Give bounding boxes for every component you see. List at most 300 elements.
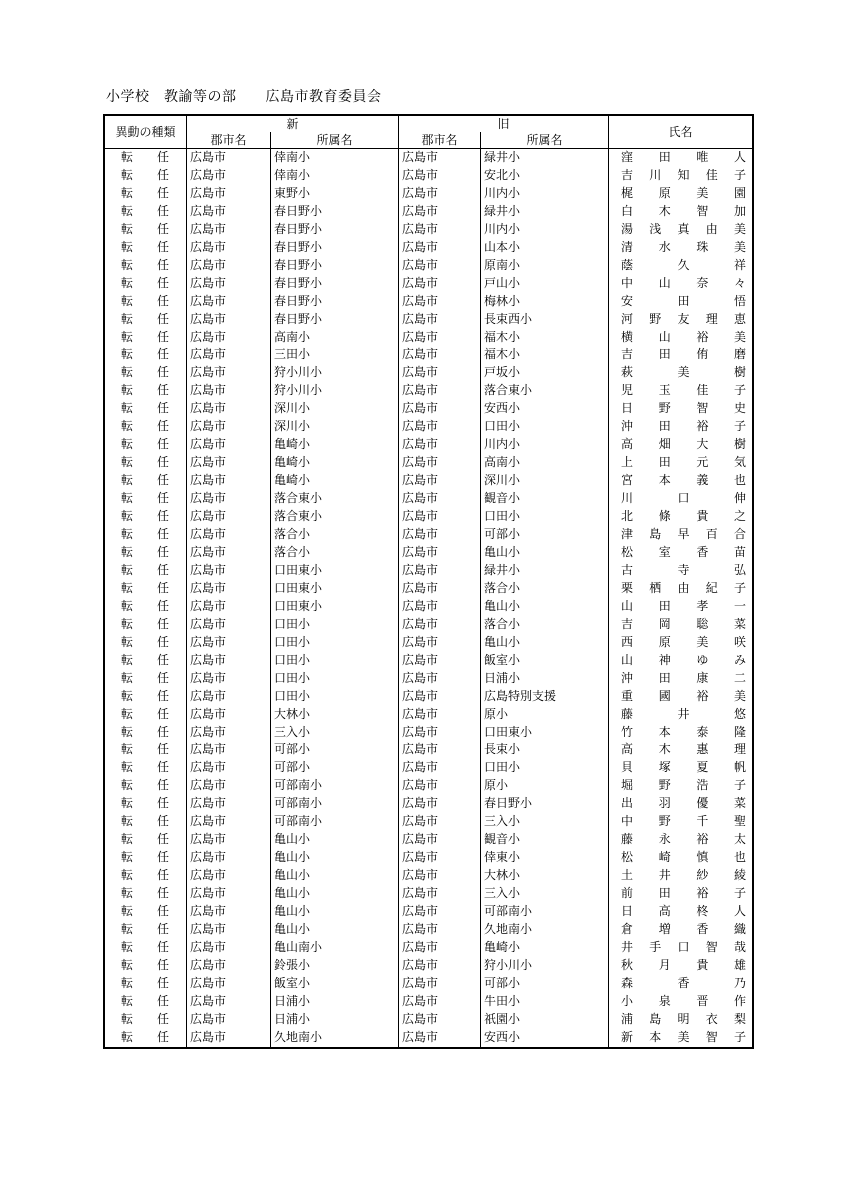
- cell-kind: 転 任: [105, 562, 187, 580]
- cell-kind: 転 任: [105, 418, 187, 436]
- cell-name: 河 野 友 理 恵: [609, 311, 753, 329]
- cell-new-city: 広島市: [187, 939, 271, 957]
- cell-old-city: 広島市: [399, 490, 481, 508]
- cell-old-school: 亀崎小: [481, 939, 609, 957]
- cell-old-school: 梅林小: [481, 293, 609, 311]
- cell-old-city: 広島市: [399, 670, 481, 688]
- cell-new-school: 春日野小: [271, 275, 399, 293]
- cell-kind: 転 任: [105, 616, 187, 634]
- cell-old-city: 広島市: [399, 921, 481, 939]
- table-row: [105, 562, 753, 580]
- cell-new-school: 亀山小: [271, 903, 399, 921]
- cell-name: 吉 川 知 佳 子: [609, 167, 753, 185]
- table-row: [105, 795, 753, 813]
- cell-kind: 転 任: [105, 1011, 187, 1029]
- cell-kind: 転 任: [105, 275, 187, 293]
- table-row: [105, 831, 753, 849]
- cell-old-school: 緑井小: [481, 149, 609, 167]
- cell-old-city: 広島市: [399, 993, 481, 1011]
- cell-old-school: 川内小: [481, 185, 609, 203]
- cell-kind: 転 任: [105, 490, 187, 508]
- cell-old-school: 広島特別支援: [481, 688, 609, 706]
- cell-old-city: 広島市: [399, 203, 481, 221]
- table-row: [105, 724, 753, 742]
- cell-kind: 転 任: [105, 526, 187, 544]
- cell-kind: 転 任: [105, 454, 187, 472]
- cell-old-school: 祇園小: [481, 1011, 609, 1029]
- cell-new-school: 落合小: [271, 526, 399, 544]
- table-row: [105, 885, 753, 903]
- cell-new-city: 広島市: [187, 903, 271, 921]
- cell-old-school: 倖東小: [481, 849, 609, 867]
- cell-new-school: 狩小川小: [271, 364, 399, 382]
- cell-new-city: 広島市: [187, 741, 271, 759]
- cell-new-school: 鈴張小: [271, 957, 399, 975]
- cell-new-school: 亀山小: [271, 921, 399, 939]
- cell-name: 新 本 美 智 子: [609, 1029, 753, 1047]
- cell-new-city: 広島市: [187, 400, 271, 418]
- cell-new-city: 広島市: [187, 185, 271, 203]
- cell-new-school: 落合東小: [271, 508, 399, 526]
- table-row: [105, 472, 753, 490]
- table-row: [105, 706, 753, 724]
- table-row: [105, 939, 753, 957]
- cell-old-school: 牛田小: [481, 993, 609, 1011]
- cell-kind: 転 任: [105, 759, 187, 777]
- cell-old-city: 広島市: [399, 257, 481, 275]
- cell-old-city: 広島市: [399, 275, 481, 293]
- cell-old-school: 日浦小: [481, 670, 609, 688]
- cell-old-school: 落合東小: [481, 382, 609, 400]
- cell-name: 重 國 裕 美: [609, 688, 753, 706]
- cell-name: 津 島 早 百 合: [609, 526, 753, 544]
- cell-new-city: 広島市: [187, 275, 271, 293]
- cell-old-city: 広島市: [399, 329, 481, 347]
- cell-kind: 転 任: [105, 329, 187, 347]
- cell-new-city: 広島市: [187, 311, 271, 329]
- cell-kind: 転 任: [105, 580, 187, 598]
- cell-old-school: 深川小: [481, 472, 609, 490]
- table-row: [105, 1011, 753, 1029]
- cell-old-city: 広島市: [399, 795, 481, 813]
- cell-kind: 転 任: [105, 203, 187, 221]
- cell-old-school: 安西小: [481, 1029, 609, 1047]
- cell-old-school: 飯室小: [481, 652, 609, 670]
- cell-old-school: 口田小: [481, 759, 609, 777]
- table-row: [105, 616, 753, 634]
- cell-old-school: 春日野小: [481, 795, 609, 813]
- cell-name: 藤 井 悠: [609, 706, 753, 724]
- cell-name: 蔭 久 祥: [609, 257, 753, 275]
- cell-new-school: 亀山小: [271, 867, 399, 885]
- cell-new-city: 広島市: [187, 867, 271, 885]
- cell-new-school: 亀山小: [271, 831, 399, 849]
- table-row: [105, 580, 753, 598]
- cell-old-school: 戸山小: [481, 275, 609, 293]
- table-row: [105, 329, 753, 347]
- table-row: [105, 293, 753, 311]
- cell-kind: 転 任: [105, 975, 187, 993]
- cell-new-school: 久地南小: [271, 1029, 399, 1047]
- cell-new-school: 亀崎小: [271, 472, 399, 490]
- cell-new-city: 広島市: [187, 562, 271, 580]
- cell-old-city: 広島市: [399, 436, 481, 454]
- cell-old-school: 山本小: [481, 239, 609, 257]
- cell-old-city: 広島市: [399, 867, 481, 885]
- cell-kind: 転 任: [105, 903, 187, 921]
- cell-new-school: 可部小: [271, 759, 399, 777]
- cell-new-city: 広島市: [187, 759, 271, 777]
- cell-new-city: 広島市: [187, 706, 271, 724]
- cell-old-school: 可部南小: [481, 903, 609, 921]
- cell-old-school: 久地南小: [481, 921, 609, 939]
- cell-kind: 転 任: [105, 508, 187, 526]
- cell-old-city: 広島市: [399, 724, 481, 742]
- cell-new-school: 春日野小: [271, 203, 399, 221]
- cell-kind: 転 任: [105, 364, 187, 382]
- cell-new-school: 深川小: [271, 418, 399, 436]
- cell-old-school: 福木小: [481, 346, 609, 364]
- cell-new-school: 亀山小: [271, 885, 399, 903]
- cell-name: 中 山 奈 々: [609, 275, 753, 293]
- cell-old-city: 広島市: [399, 562, 481, 580]
- cell-new-city: 広島市: [187, 724, 271, 742]
- cell-old-city: 広島市: [399, 706, 481, 724]
- cell-name: 中 野 千 聖: [609, 813, 753, 831]
- table-row: [105, 346, 753, 364]
- cell-kind: 転 任: [105, 831, 187, 849]
- cell-old-school: 落合小: [481, 616, 609, 634]
- cell-kind: 転 任: [105, 1029, 187, 1047]
- cell-name: 松 室 香 苗: [609, 544, 753, 562]
- header-name: 氏名: [609, 116, 753, 149]
- cell-new-city: 広島市: [187, 167, 271, 185]
- cell-old-school: 亀山小: [481, 544, 609, 562]
- table-row: [105, 311, 753, 329]
- table-row: [105, 454, 753, 472]
- cell-new-school: 春日野小: [271, 311, 399, 329]
- cell-new-school: 東野小: [271, 185, 399, 203]
- cell-old-city: 広島市: [399, 382, 481, 400]
- cell-kind: 転 任: [105, 221, 187, 239]
- cell-old-city: 広島市: [399, 293, 481, 311]
- cell-old-school: 戸坂小: [481, 364, 609, 382]
- cell-name: 北 條 貴 之: [609, 508, 753, 526]
- cell-old-city: 広島市: [399, 1011, 481, 1029]
- cell-new-city: 広島市: [187, 616, 271, 634]
- table-row: [105, 526, 753, 544]
- cell-name: 貝 塚 夏 帆: [609, 759, 753, 777]
- cell-old-city: 広島市: [399, 652, 481, 670]
- cell-name: 西 原 美 咲: [609, 634, 753, 652]
- table-row: [105, 490, 753, 508]
- cell-old-city: 広島市: [399, 508, 481, 526]
- cell-kind: 転 任: [105, 849, 187, 867]
- cell-kind: 転 任: [105, 544, 187, 562]
- cell-new-city: 広島市: [187, 831, 271, 849]
- cell-name: 前 田 裕 子: [609, 885, 753, 903]
- cell-kind: 転 任: [105, 382, 187, 400]
- cell-new-city: 広島市: [187, 239, 271, 257]
- cell-new-school: 亀山南小: [271, 939, 399, 957]
- table-row: [105, 759, 753, 777]
- cell-name: 湯 浅 真 由 美: [609, 221, 753, 239]
- cell-new-school: 大林小: [271, 706, 399, 724]
- cell-new-city: 広島市: [187, 885, 271, 903]
- document-title: 小学校 教諭等の部 広島市教育委員会: [106, 89, 382, 105]
- cell-new-school: 三田小: [271, 346, 399, 364]
- cell-old-school: 観音小: [481, 490, 609, 508]
- table-row: [105, 418, 753, 436]
- cell-name: 児 玉 佳 子: [609, 382, 753, 400]
- cell-new-school: 口田東小: [271, 598, 399, 616]
- cell-new-city: 広島市: [187, 921, 271, 939]
- cell-kind: 転 任: [105, 939, 187, 957]
- cell-name: 梶 原 美 園: [609, 185, 753, 203]
- cell-old-city: 広島市: [399, 741, 481, 759]
- cell-name: 川 口 伸: [609, 490, 753, 508]
- cell-kind: 転 任: [105, 346, 187, 364]
- cell-new-school: 倖南小: [271, 149, 399, 167]
- table-row: [105, 741, 753, 759]
- cell-new-school: 亀崎小: [271, 454, 399, 472]
- cell-new-city: 広島市: [187, 813, 271, 831]
- cell-old-school: 原小: [481, 706, 609, 724]
- cell-old-city: 広島市: [399, 975, 481, 993]
- cell-kind: 転 任: [105, 993, 187, 1011]
- cell-old-city: 広島市: [399, 903, 481, 921]
- cell-name: 井 手 口 智 哉: [609, 939, 753, 957]
- cell-new-city: 広島市: [187, 849, 271, 867]
- cell-kind: 転 任: [105, 777, 187, 795]
- cell-name: 浦 島 明 衣 梨: [609, 1011, 753, 1029]
- cell-new-school: 春日野小: [271, 257, 399, 275]
- cell-new-school: 狩小川小: [271, 382, 399, 400]
- cell-kind: 転 任: [105, 311, 187, 329]
- cell-kind: 転 任: [105, 724, 187, 742]
- cell-new-school: 春日野小: [271, 293, 399, 311]
- header-new-city: 郡市名: [187, 132, 271, 149]
- cell-old-school: 川内小: [481, 436, 609, 454]
- cell-old-school: 落合小: [481, 580, 609, 598]
- cell-old-school: 高南小: [481, 454, 609, 472]
- cell-name: 清 水 珠 美: [609, 239, 753, 257]
- cell-new-school: 落合東小: [271, 490, 399, 508]
- cell-kind: 転 任: [105, 185, 187, 203]
- cell-old-school: 川内小: [481, 221, 609, 239]
- cell-old-school: 三入小: [481, 885, 609, 903]
- cell-old-school: 口田小: [481, 508, 609, 526]
- cell-kind: 転 任: [105, 167, 187, 185]
- cell-old-school: 原南小: [481, 257, 609, 275]
- transfer-table: [104, 115, 753, 1048]
- cell-new-city: 広島市: [187, 454, 271, 472]
- cell-name: 倉 増 香 織: [609, 921, 753, 939]
- table-row: [105, 975, 753, 993]
- header-kind: 異動の種類: [105, 116, 187, 149]
- table-row: [105, 185, 753, 203]
- header-new-school: 所属名: [271, 132, 399, 149]
- cell-old-city: 広島市: [399, 957, 481, 975]
- table-row: [105, 239, 753, 257]
- cell-name: 竹 本 泰 隆: [609, 724, 753, 742]
- cell-new-city: 広島市: [187, 544, 271, 562]
- table-row: [105, 275, 753, 293]
- cell-new-city: 広島市: [187, 580, 271, 598]
- cell-new-city: 広島市: [187, 257, 271, 275]
- cell-name: 栗 栖 由 紀 子: [609, 580, 753, 598]
- table-row: [105, 400, 753, 418]
- cell-new-school: 深川小: [271, 400, 399, 418]
- cell-name: 秋 月 貴 雄: [609, 957, 753, 975]
- cell-new-school: 亀崎小: [271, 436, 399, 454]
- cell-new-school: 口田東小: [271, 580, 399, 598]
- cell-old-school: 長束小: [481, 741, 609, 759]
- cell-kind: 転 任: [105, 670, 187, 688]
- cell-name: 萩 美 樹: [609, 364, 753, 382]
- cell-name: 松 崎 慎 也: [609, 849, 753, 867]
- cell-new-city: 広島市: [187, 957, 271, 975]
- table-row: [105, 957, 753, 975]
- cell-new-city: 広島市: [187, 382, 271, 400]
- cell-old-school: 口田東小: [481, 724, 609, 742]
- cell-kind: 転 任: [105, 239, 187, 257]
- table-row: [105, 777, 753, 795]
- cell-old-school: 観音小: [481, 831, 609, 849]
- cell-kind: 転 任: [105, 257, 187, 275]
- table-row: [105, 903, 753, 921]
- cell-name: 山 神 ゆ み: [609, 652, 753, 670]
- table-row: [105, 364, 753, 382]
- cell-name: 日 野 智 史: [609, 400, 753, 418]
- table-row: [105, 149, 753, 167]
- cell-kind: 転 任: [105, 688, 187, 706]
- cell-name: 高 畑 大 樹: [609, 436, 753, 454]
- cell-old-school: 亀山小: [481, 598, 609, 616]
- cell-new-school: 可部小: [271, 741, 399, 759]
- cell-name: 窪 田 唯 人: [609, 149, 753, 167]
- cell-name: 吉 岡 聡 菜: [609, 616, 753, 634]
- cell-old-school: 原小: [481, 777, 609, 795]
- cell-old-city: 広島市: [399, 526, 481, 544]
- cell-name: 上 田 元 気: [609, 454, 753, 472]
- cell-old-city: 広島市: [399, 364, 481, 382]
- cell-name: 高 木 惠 理: [609, 741, 753, 759]
- cell-kind: 転 任: [105, 957, 187, 975]
- cell-new-school: 春日野小: [271, 239, 399, 257]
- cell-name: 山 田 孝 一: [609, 598, 753, 616]
- cell-new-school: 口田小: [271, 616, 399, 634]
- cell-name: 沖 田 康 二: [609, 670, 753, 688]
- cell-new-school: 可部南小: [271, 795, 399, 813]
- cell-old-city: 広島市: [399, 472, 481, 490]
- cell-new-school: 亀山小: [271, 849, 399, 867]
- table-row: [105, 652, 753, 670]
- cell-new-city: 広島市: [187, 1011, 271, 1029]
- cell-kind: 転 任: [105, 149, 187, 167]
- cell-new-school: 口田小: [271, 652, 399, 670]
- cell-old-city: 広島市: [399, 831, 481, 849]
- cell-old-city: 広島市: [399, 221, 481, 239]
- table-row: [105, 670, 753, 688]
- cell-kind: 転 任: [105, 813, 187, 831]
- cell-new-city: 広島市: [187, 490, 271, 508]
- cell-new-city: 広島市: [187, 508, 271, 526]
- table-row: [105, 993, 753, 1011]
- table-row: [105, 544, 753, 562]
- cell-old-city: 広島市: [399, 167, 481, 185]
- cell-old-school: 長束西小: [481, 311, 609, 329]
- table-row: [105, 849, 753, 867]
- table-row: [105, 921, 753, 939]
- cell-new-city: 広島市: [187, 293, 271, 311]
- cell-new-school: 日浦小: [271, 1011, 399, 1029]
- header-old-school: 所属名: [481, 132, 609, 149]
- cell-name: 沖 田 裕 子: [609, 418, 753, 436]
- cell-name: 日 高 柊 人: [609, 903, 753, 921]
- cell-new-city: 広島市: [187, 634, 271, 652]
- cell-new-school: 落合小: [271, 544, 399, 562]
- cell-old-school: 大林小: [481, 867, 609, 885]
- cell-old-school: 亀山小: [481, 634, 609, 652]
- cell-old-city: 広島市: [399, 688, 481, 706]
- header-new: 新: [187, 116, 399, 133]
- cell-kind: 転 任: [105, 293, 187, 311]
- cell-old-city: 広島市: [399, 346, 481, 364]
- cell-old-city: 広島市: [399, 311, 481, 329]
- cell-new-city: 広島市: [187, 652, 271, 670]
- cell-name: 横 山 裕 美: [609, 329, 753, 347]
- cell-new-city: 広島市: [187, 688, 271, 706]
- table-row: [105, 867, 753, 885]
- cell-kind: 転 任: [105, 652, 187, 670]
- table-row: [105, 167, 753, 185]
- cell-name: 吉 田 侑 磨: [609, 346, 753, 364]
- cell-kind: 転 任: [105, 921, 187, 939]
- cell-kind: 転 任: [105, 634, 187, 652]
- cell-name: 古 寺 弘: [609, 562, 753, 580]
- header-old: 旧: [399, 116, 609, 133]
- cell-new-city: 広島市: [187, 149, 271, 167]
- cell-new-city: 広島市: [187, 418, 271, 436]
- cell-old-city: 広島市: [399, 418, 481, 436]
- cell-new-city: 広島市: [187, 436, 271, 454]
- cell-old-school: 安北小: [481, 167, 609, 185]
- table-row: [105, 813, 753, 831]
- table-row: [105, 508, 753, 526]
- cell-name: 土 井 紗 綾: [609, 867, 753, 885]
- table-row: [105, 436, 753, 454]
- cell-new-city: 広島市: [187, 670, 271, 688]
- cell-kind: 転 任: [105, 400, 187, 418]
- cell-name: 藤 永 裕 太: [609, 831, 753, 849]
- cell-old-city: 広島市: [399, 634, 481, 652]
- cell-old-city: 広島市: [399, 149, 481, 167]
- table-row: [105, 257, 753, 275]
- cell-new-city: 広島市: [187, 221, 271, 239]
- cell-old-school: 口田小: [481, 418, 609, 436]
- cell-new-city: 広島市: [187, 777, 271, 795]
- cell-old-school: 可部小: [481, 526, 609, 544]
- cell-old-city: 広島市: [399, 813, 481, 831]
- cell-kind: 転 任: [105, 741, 187, 759]
- table-row: [105, 634, 753, 652]
- cell-old-city: 広島市: [399, 400, 481, 418]
- cell-old-school: 可部小: [481, 975, 609, 993]
- cell-kind: 転 任: [105, 436, 187, 454]
- cell-old-city: 広島市: [399, 939, 481, 957]
- cell-name: 森 香 乃: [609, 975, 753, 993]
